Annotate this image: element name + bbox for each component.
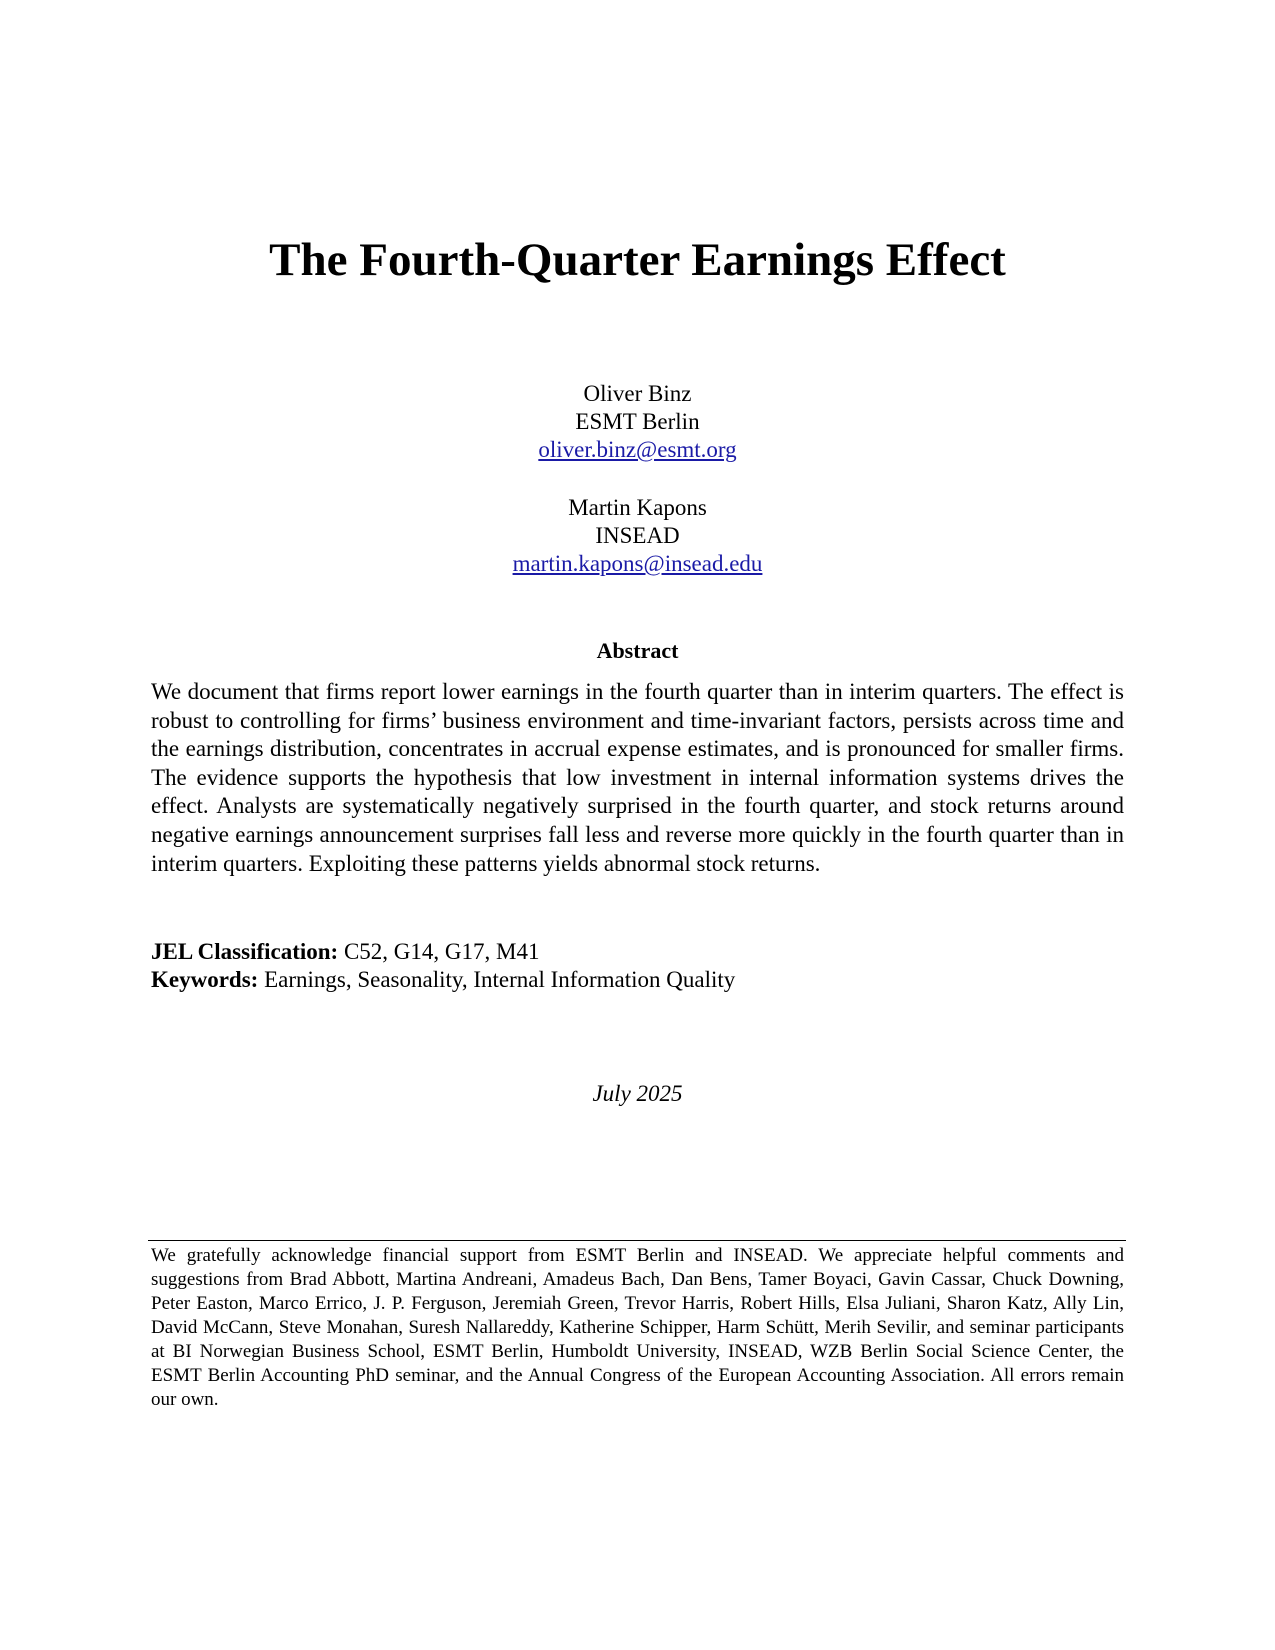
keywords-list: Earnings, Seasonality, Internal Information Quality <box>258 967 736 992</box>
author-affiliation: INSEAD <box>595 523 680 548</box>
footnote-divider <box>148 1240 1126 1241</box>
author-email-link[interactable]: martin.kapons@insead.edu <box>512 551 763 576</box>
publication-date: July 2025 <box>592 1081 683 1106</box>
jel-label: JEL Classification: <box>151 939 339 964</box>
author-email-link[interactable]: oliver.binz@esmt.org <box>538 437 737 462</box>
acknowledgement-footnote: We gratefully acknowledge financial support from ESMT Berlin and INSEAD. We appreciate helpful comments and suggestions from Brad Abbott, Martina Andreani, Amadeus Bach, Dan Bens, Tamer Boyaci, Gavin Cassar, Chuck Downing, Peter Easton, Marco Errico, J. P. Ferguson, Jeremiah Green, Trevor Harris, Robert Hills, Elsa Juliani, Sharon Katz, Ally Lin, David McCann, Steve Monahan, Suresh Nallareddy, Katherine Schipper, Harm Schütt, Merih Sevilir, and seminar participants at BI Norwegian Business School, ESMT Berlin, Humboldt University, INSEAD, WZB Berlin Social Science Center, the ESMT Berlin Accounting PhD seminar, and the Annual Congress of the European Accounting Association. All errors remain our own. <box>151 1245 1124 1410</box>
abstract-heading: Abstract <box>596 638 679 663</box>
paper-title: The Fourth-Quarter Earnings Effect <box>269 234 1006 286</box>
jel-classification <box>151 938 1124 966</box>
author-block-kapons <box>0 494 1275 578</box>
keywords-label: Keywords: <box>151 967 259 992</box>
jel-codes: C52, G14, G17, M41 <box>338 939 540 964</box>
classification-block <box>151 938 1124 994</box>
keywords <box>151 966 1124 994</box>
author-affiliation: ESMT Berlin <box>575 409 700 434</box>
author-name: Oliver Binz <box>583 381 692 406</box>
author-name: Martin Kapons <box>568 495 707 520</box>
abstract-text: We document that firms report lower earnings in the fourth quarter than in interim quarters. The effect is robust to controlling for firms’ business environment and time-invariant factors, persists across time and the earnings distribution, concentrates in accrual expense estimates, and is pronounced for smaller firms. The evidence supports the hypothesis that low investment in internal information systems drives the effect. Analysts are systematically negatively surprised in the fourth quarter, and stock returns around negative earnings announcement surprises fall less and reverse more quickly in the fourth quarter than in interim quarters. Exploiting these patterns yields abnormal stock returns. <box>151 679 1124 876</box>
author-block-binz <box>0 380 1275 464</box>
